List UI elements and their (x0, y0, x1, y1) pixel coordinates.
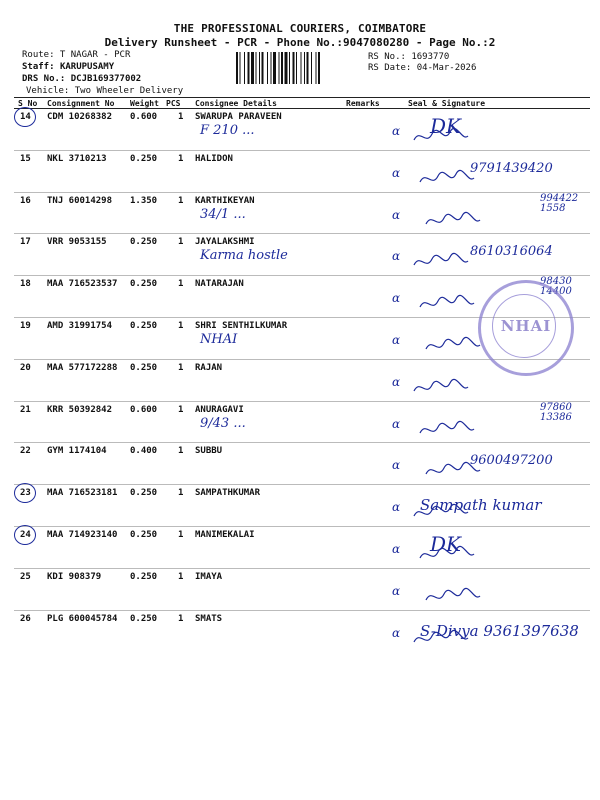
row-pcs: 1 (178, 571, 184, 582)
signature-scribble (424, 210, 484, 232)
row-weight: 0.250 (130, 362, 158, 373)
row-pcs: 1 (178, 112, 184, 122)
rs-date: RS Date: 04-Mar-2026 (368, 63, 477, 73)
header-top-rule (14, 97, 590, 98)
row-sno: 20 (20, 362, 31, 373)
row-consignee-name: KARTHIKEYAN (195, 195, 255, 206)
header-bottom-rule (14, 108, 590, 109)
row-divider (14, 484, 590, 485)
row-sno: 24 (20, 530, 31, 540)
row-consignee-name: ANURAGAVI (195, 404, 244, 415)
row-sno: 14 (20, 112, 31, 122)
row-handwritten-phone: 8610316064 (470, 244, 553, 260)
row-pcs: 1 (178, 362, 184, 373)
row-sno: 21 (20, 404, 31, 415)
tick-mark: α (392, 500, 401, 515)
vehicle-text: Vehicle: Two Wheeler Delivery (26, 86, 184, 96)
row-consignment-no: MAA 714923140 (47, 530, 118, 540)
tick-mark: α (392, 124, 401, 138)
signature-scribble (418, 544, 478, 566)
row-consignment-no: GYM 1174104 (47, 446, 107, 457)
row-consignee-name: SMATS (195, 613, 223, 624)
tick-mark: α (392, 291, 401, 306)
row-handwritten-signature: DK (430, 532, 461, 556)
barcode-graphic (236, 52, 364, 84)
tick-mark: α (392, 416, 401, 431)
row-pcs: 1 (178, 237, 184, 248)
row-divider (14, 192, 590, 193)
row-divider (14, 150, 590, 151)
row-consignment-no: MAA 716523181 (47, 488, 118, 499)
row-consignee-name: SUBBU (195, 446, 223, 457)
row-divider (14, 442, 590, 443)
tick-mark: α (392, 542, 401, 556)
row-sno: 26 (20, 613, 31, 624)
sno-circle-mark (14, 107, 36, 127)
row-handwritten-signature: S-Divya 9361397638 (420, 621, 579, 640)
row-weight: 0.250 (130, 279, 158, 290)
row-consignee-name: RAJAN (195, 362, 223, 373)
col-seal-signature: Seal & Signature (408, 99, 486, 108)
row-consignment-no: MAA 716523537 (47, 279, 118, 290)
row-handwritten-address: Karma hostle (200, 248, 288, 264)
row-pcs: 1 (178, 153, 184, 164)
tick-mark: α (392, 625, 401, 640)
row-divider (14, 275, 590, 276)
row-handwritten-phone: 9600497200 (470, 453, 553, 469)
route-text: Route: T NAGAR - PCR (22, 50, 131, 60)
staff-label: Staff: (22, 62, 55, 72)
row-divider (14, 401, 590, 402)
row-handwritten-signature: Sampath kumar (420, 496, 542, 515)
signature-scribble (424, 586, 484, 608)
company-title: THE PROFESSIONAL COURIERS, COIMBATORE (173, 22, 427, 35)
row-handwritten-address: 9/43 ... (200, 415, 246, 431)
signature-scribble (412, 126, 472, 148)
row-consignment-no: MAA 577172288 (47, 362, 118, 373)
staff-name: KARUPUSAMY (59, 62, 115, 72)
row-pcs: 1 (178, 321, 184, 331)
row-consignment-no: TNJ 60014298 (47, 195, 113, 206)
signature-scribble (412, 628, 472, 650)
signature-scribble (418, 419, 478, 441)
tick-mark: α (392, 583, 401, 598)
row-sno: 25 (20, 571, 31, 582)
row-handwritten-phone: 98430 14400 (540, 276, 572, 298)
signature-scribble (418, 168, 478, 190)
drs-number: DRS No.: DCJB169377002 (22, 74, 142, 84)
row-weight: 0.250 (130, 488, 158, 499)
row-consignee-name: HALIDON (195, 153, 233, 164)
row-handwritten-address: F 210 ... (200, 123, 255, 138)
tick-mark: α (392, 374, 401, 389)
row-consignment-no: NKL 3710213 (47, 153, 107, 164)
row-consignment-no: KDI 908379 (47, 571, 102, 582)
row-weight: 0.400 (130, 446, 158, 457)
sno-circle-mark (14, 525, 36, 545)
row-pcs: 1 (178, 488, 184, 499)
rs-number: RS No.: 1693770 (368, 52, 450, 62)
tick-mark: α (392, 333, 401, 347)
row-sno: 16 (20, 195, 31, 206)
row-sno: 19 (20, 321, 31, 331)
tick-mark: α (392, 165, 401, 180)
col-remarks: Remarks (346, 99, 380, 108)
row-pcs: 1 (178, 446, 184, 457)
row-handwritten-address: 34/1 ... (200, 206, 246, 222)
row-weight: 0.600 (130, 404, 158, 415)
row-sno: 22 (20, 446, 31, 457)
col-pcs: PCS (166, 99, 181, 108)
tick-mark: α (392, 207, 401, 222)
row-handwritten-address: NHAI (200, 332, 238, 347)
signature-scribble (412, 377, 472, 399)
seal-text: NHAI (500, 317, 552, 335)
row-weight: 0.250 (130, 321, 158, 331)
row-consignee-name: IMAYA (195, 571, 223, 582)
row-weight: 0.250 (130, 530, 158, 540)
row-consignee-name: NATARAJAN (195, 279, 244, 290)
row-consignment-no: PLG 600045784 (47, 613, 118, 624)
row-handwritten-phone: 9791439420 (470, 160, 553, 176)
signature-scribble (418, 293, 478, 315)
row-pcs: 1 (178, 195, 184, 206)
row-consignee-name: SHRI SENTHILKUMAR (195, 321, 288, 331)
signature-scribble (424, 335, 484, 357)
row-pcs: 1 (178, 404, 184, 415)
row-weight: 0.250 (130, 613, 158, 624)
row-consignment-no: CDM 10268382 (47, 112, 113, 122)
row-weight: 0.600 (130, 112, 158, 122)
row-consignment-no: KRR 50392842 (47, 404, 113, 415)
row-divider (14, 526, 590, 527)
staff-row (22, 62, 114, 72)
row-sno: 15 (20, 153, 31, 164)
row-weight: 0.250 (130, 571, 158, 582)
row-consignee-name: JAYALAKSHMI (195, 237, 255, 248)
row-sno: 17 (20, 237, 31, 248)
row-consignee-name: SAMPATHKUMAR (195, 488, 261, 499)
row-pcs: 1 (178, 530, 184, 540)
row-consignee-name: MANIMEKALAI (195, 530, 255, 540)
col-weight: Weight (130, 99, 159, 108)
sno-circle-mark (14, 483, 36, 503)
row-sno: 18 (20, 279, 31, 290)
row-divider (14, 233, 590, 234)
tick-mark: α (392, 458, 401, 473)
row-weight: 1.350 (130, 195, 158, 206)
runsheet-title: Delivery Runsheet - PCR - Phone No.:9047080280 - Page No.:2 (104, 36, 496, 49)
row-consignment-no: VRR 9053155 (47, 237, 107, 248)
signature-scribble (424, 460, 484, 482)
col-consignment: Consignment No (47, 99, 115, 108)
row-divider (14, 568, 590, 569)
row-pcs: 1 (178, 613, 184, 624)
row-weight: 0.250 (130, 237, 158, 248)
row-sno: 23 (20, 488, 31, 499)
tick-mark: α (392, 249, 401, 264)
row-handwritten-phone: 97860 13386 (540, 401, 572, 423)
row-pcs: 1 (178, 279, 184, 290)
col-consignee: Consignee Details (195, 99, 277, 108)
row-consignee-name: SWARUPA PARAVEEN (195, 112, 282, 122)
office-seal-stamp (478, 280, 574, 376)
col-sno: S No (18, 99, 38, 108)
signature-scribble (412, 502, 472, 524)
signature-scribble (412, 251, 472, 273)
row-divider (14, 610, 590, 611)
row-consignment-no: AMD 31991754 (47, 321, 113, 331)
row-handwritten-phone: 994422 1558 (540, 192, 579, 214)
row-weight: 0.250 (130, 153, 158, 164)
row-handwritten-signature: DK (430, 114, 461, 138)
